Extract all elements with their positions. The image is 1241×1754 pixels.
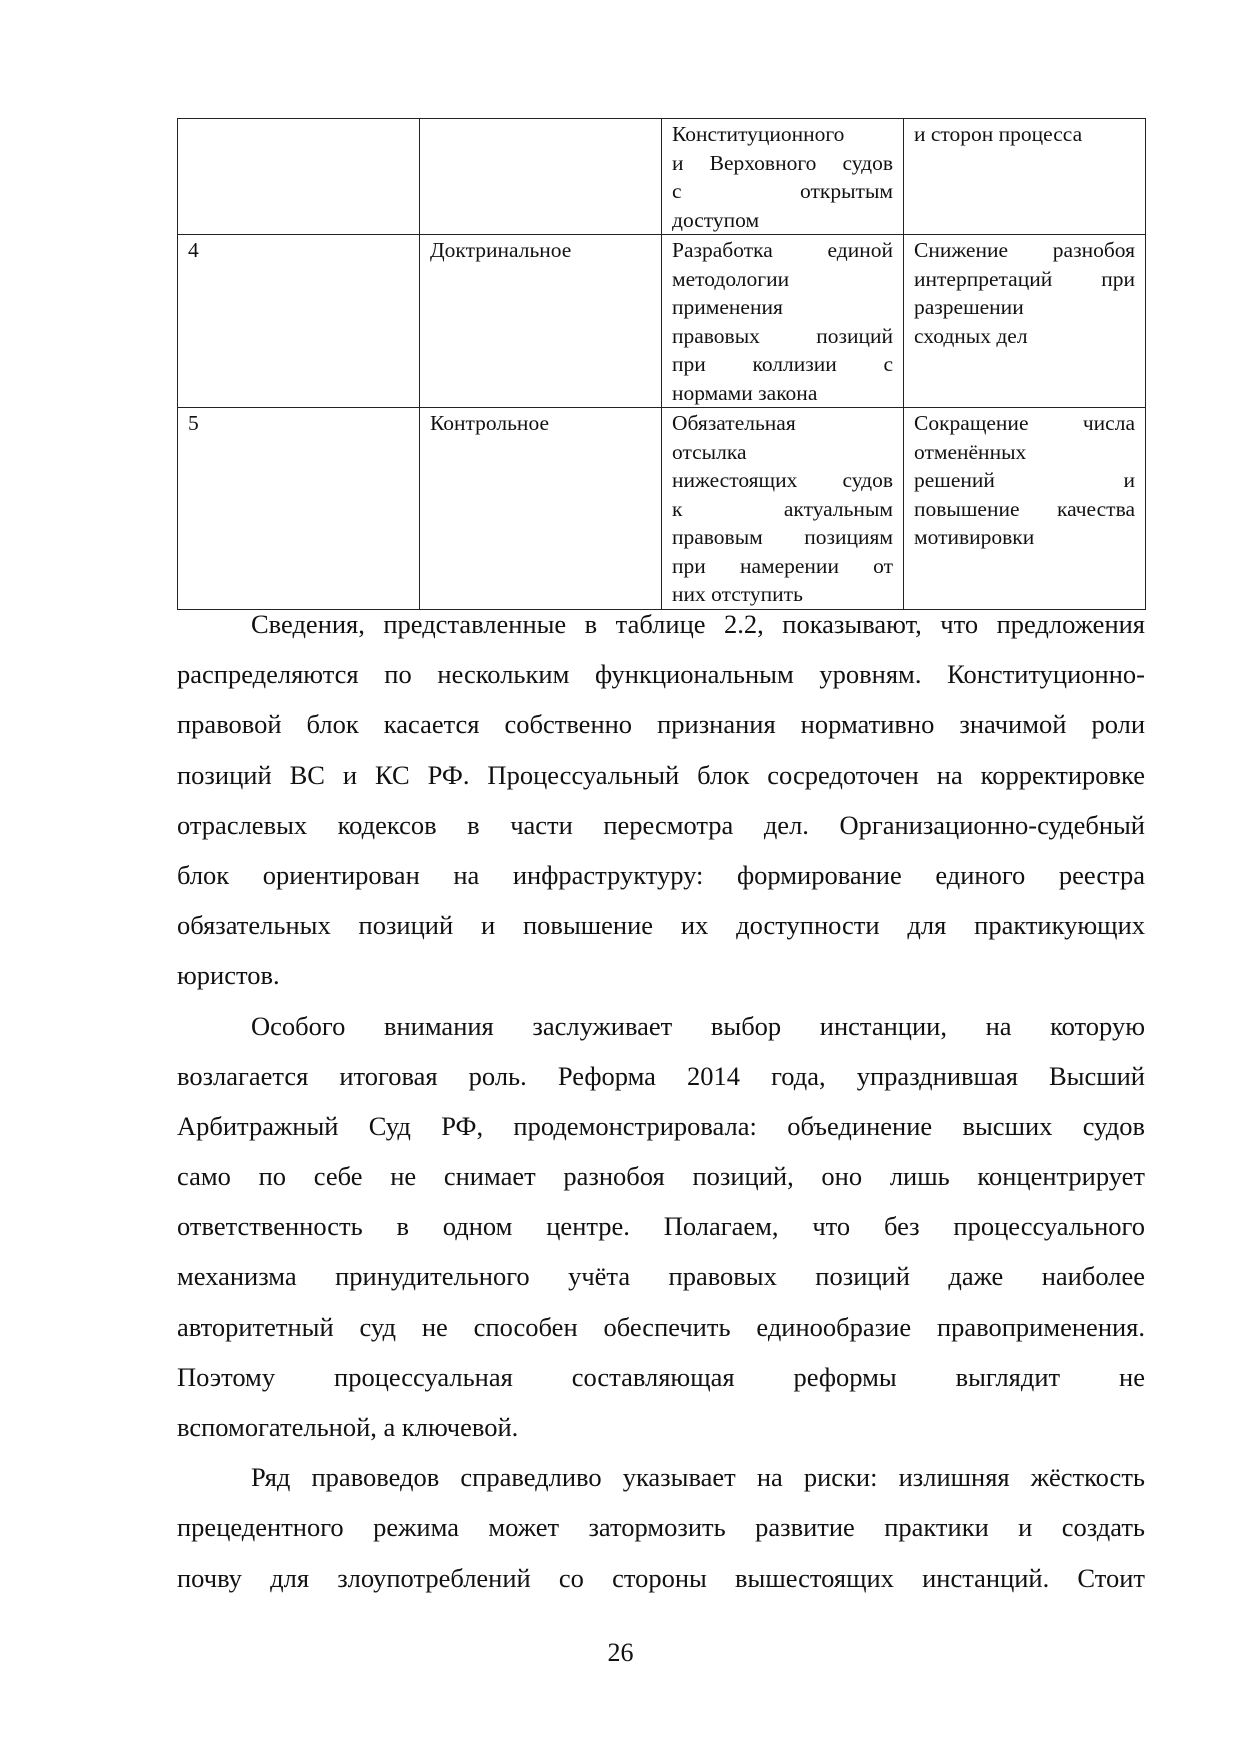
text-line: прецедентного режима может затормозить развитие практики и создать [177, 1512, 1145, 1543]
body-text [177, 599, 1145, 1603]
paragraph [177, 599, 1145, 1001]
cell-text-line: отменённых [914, 439, 1027, 464]
text-line: почву для злоупотреблений со стороны вышестоящих инстанций. Стоит [177, 1562, 1145, 1593]
cell-number [178, 119, 420, 235]
cell-type [420, 119, 662, 235]
cell-text-line: Сокращение числа [914, 411, 1135, 435]
cell-text-line: Обязательная [672, 411, 796, 435]
cell-text-line: Разработка единой [672, 238, 893, 262]
cell-type: Контрольное [420, 408, 662, 610]
table-row [178, 235, 1146, 408]
cell-text-line: при коллизии с [672, 352, 893, 376]
cell-text-line: нижестоящих судов [672, 468, 893, 492]
text-line: Особого внимания заслуживает выбор инстанции, на которую [251, 1010, 1145, 1041]
cell-text-line: правовых позиций [672, 323, 893, 348]
cell-text-line: применения [672, 295, 783, 319]
cell-type: Доктринальное [420, 235, 662, 408]
text-line: механизма принудительного учёта правовых позиций даже наиболее [177, 1261, 1145, 1292]
text-line: Арбитражный Суд РФ, продемонстрировала: объединение высших судов [177, 1110, 1145, 1141]
cell-text-line: с открытым [672, 179, 893, 203]
table-row [178, 119, 1146, 235]
cell-effect [904, 119, 1146, 235]
cell-text-line: и Верховного судов [672, 150, 893, 175]
cell-text-line: к актуальным [672, 496, 893, 521]
cell-text-line: повышение качества [914, 496, 1135, 521]
text-line: авторитетный суд не способен обеспечить единообразие правоприменения. [177, 1311, 1145, 1342]
text-line: блок ориентирован на инфраструктуру: формирование единого реестра [177, 859, 1145, 890]
text-line: позиций ВС и КС РФ. Процессуальный блок сосредоточен на корректировке [177, 759, 1145, 790]
text-line: правовой блок касается собственно признания нормативно значимой роли [177, 709, 1145, 740]
cell-text-line: решений и [914, 468, 1135, 492]
cell-text-line: нормами закона [672, 380, 818, 405]
cell-text-line: Конституционного [672, 122, 845, 146]
paragraph [177, 1452, 1145, 1603]
cell-measure [662, 119, 904, 235]
cell-number: 5 [178, 408, 420, 610]
cell-text-line: разрешении [914, 295, 1024, 319]
page-number: 26 [607, 1638, 634, 1667]
text-line: само по себе не снимает разнобоя позиций, оно лишь концентрирует [177, 1161, 1145, 1192]
cell-text-line: и сторон процесса [914, 122, 1083, 146]
cell-text-line: правовым позициям [672, 525, 893, 549]
cell-text-line: Снижение разнобоя [914, 238, 1135, 262]
text-line: вспомогательной, а ключевой. [177, 1412, 519, 1442]
text-line: Сведения, представленные в таблице 2.2, показывают, что предложения [251, 609, 1145, 639]
cell-effect [904, 408, 1146, 610]
cell-text-line: них отступить [672, 582, 803, 606]
cell-text-line: при намерении от [672, 553, 893, 578]
cell-number: 4 [178, 235, 420, 408]
text-line: Ряд правоведов справедливо указывает на риски: излишняя жёсткость [251, 1462, 1145, 1493]
text-line: Поэтому процессуальная составляющая реформы выглядит не [177, 1361, 1145, 1392]
text-line: обязательных позиций и повышение их доступности для практикующих [177, 910, 1145, 941]
text-line: ответственность в одном центре. Полагаем, что без процессуального [177, 1211, 1145, 1242]
cell-text-line: доступом [672, 207, 760, 232]
cell-text-line: интерпретаций при [914, 266, 1135, 291]
cell-measure [662, 235, 904, 408]
text-line: распределяются по нескольким функциональным уровням. Конституционно- [177, 659, 1145, 690]
text-line: юристов. [177, 960, 280, 991]
text-line: возлагается итоговая роль. Реформа 2014 года, упразднившая Высший [177, 1060, 1145, 1091]
cell-measure [662, 408, 904, 610]
cell-text-line: методологии [672, 266, 790, 291]
cell-text-line: мотивировки [914, 525, 1035, 549]
table-row [178, 408, 1146, 610]
text-line: отраслевых кодексов в части пересмотра дел. Организационно-судебный [177, 809, 1145, 840]
cell-text-line: отсылка [672, 439, 747, 464]
proposals-table [177, 118, 1146, 610]
paragraph [177, 1001, 1145, 1453]
cell-text-line: сходных дел [914, 323, 1028, 348]
cell-effect [904, 235, 1146, 408]
